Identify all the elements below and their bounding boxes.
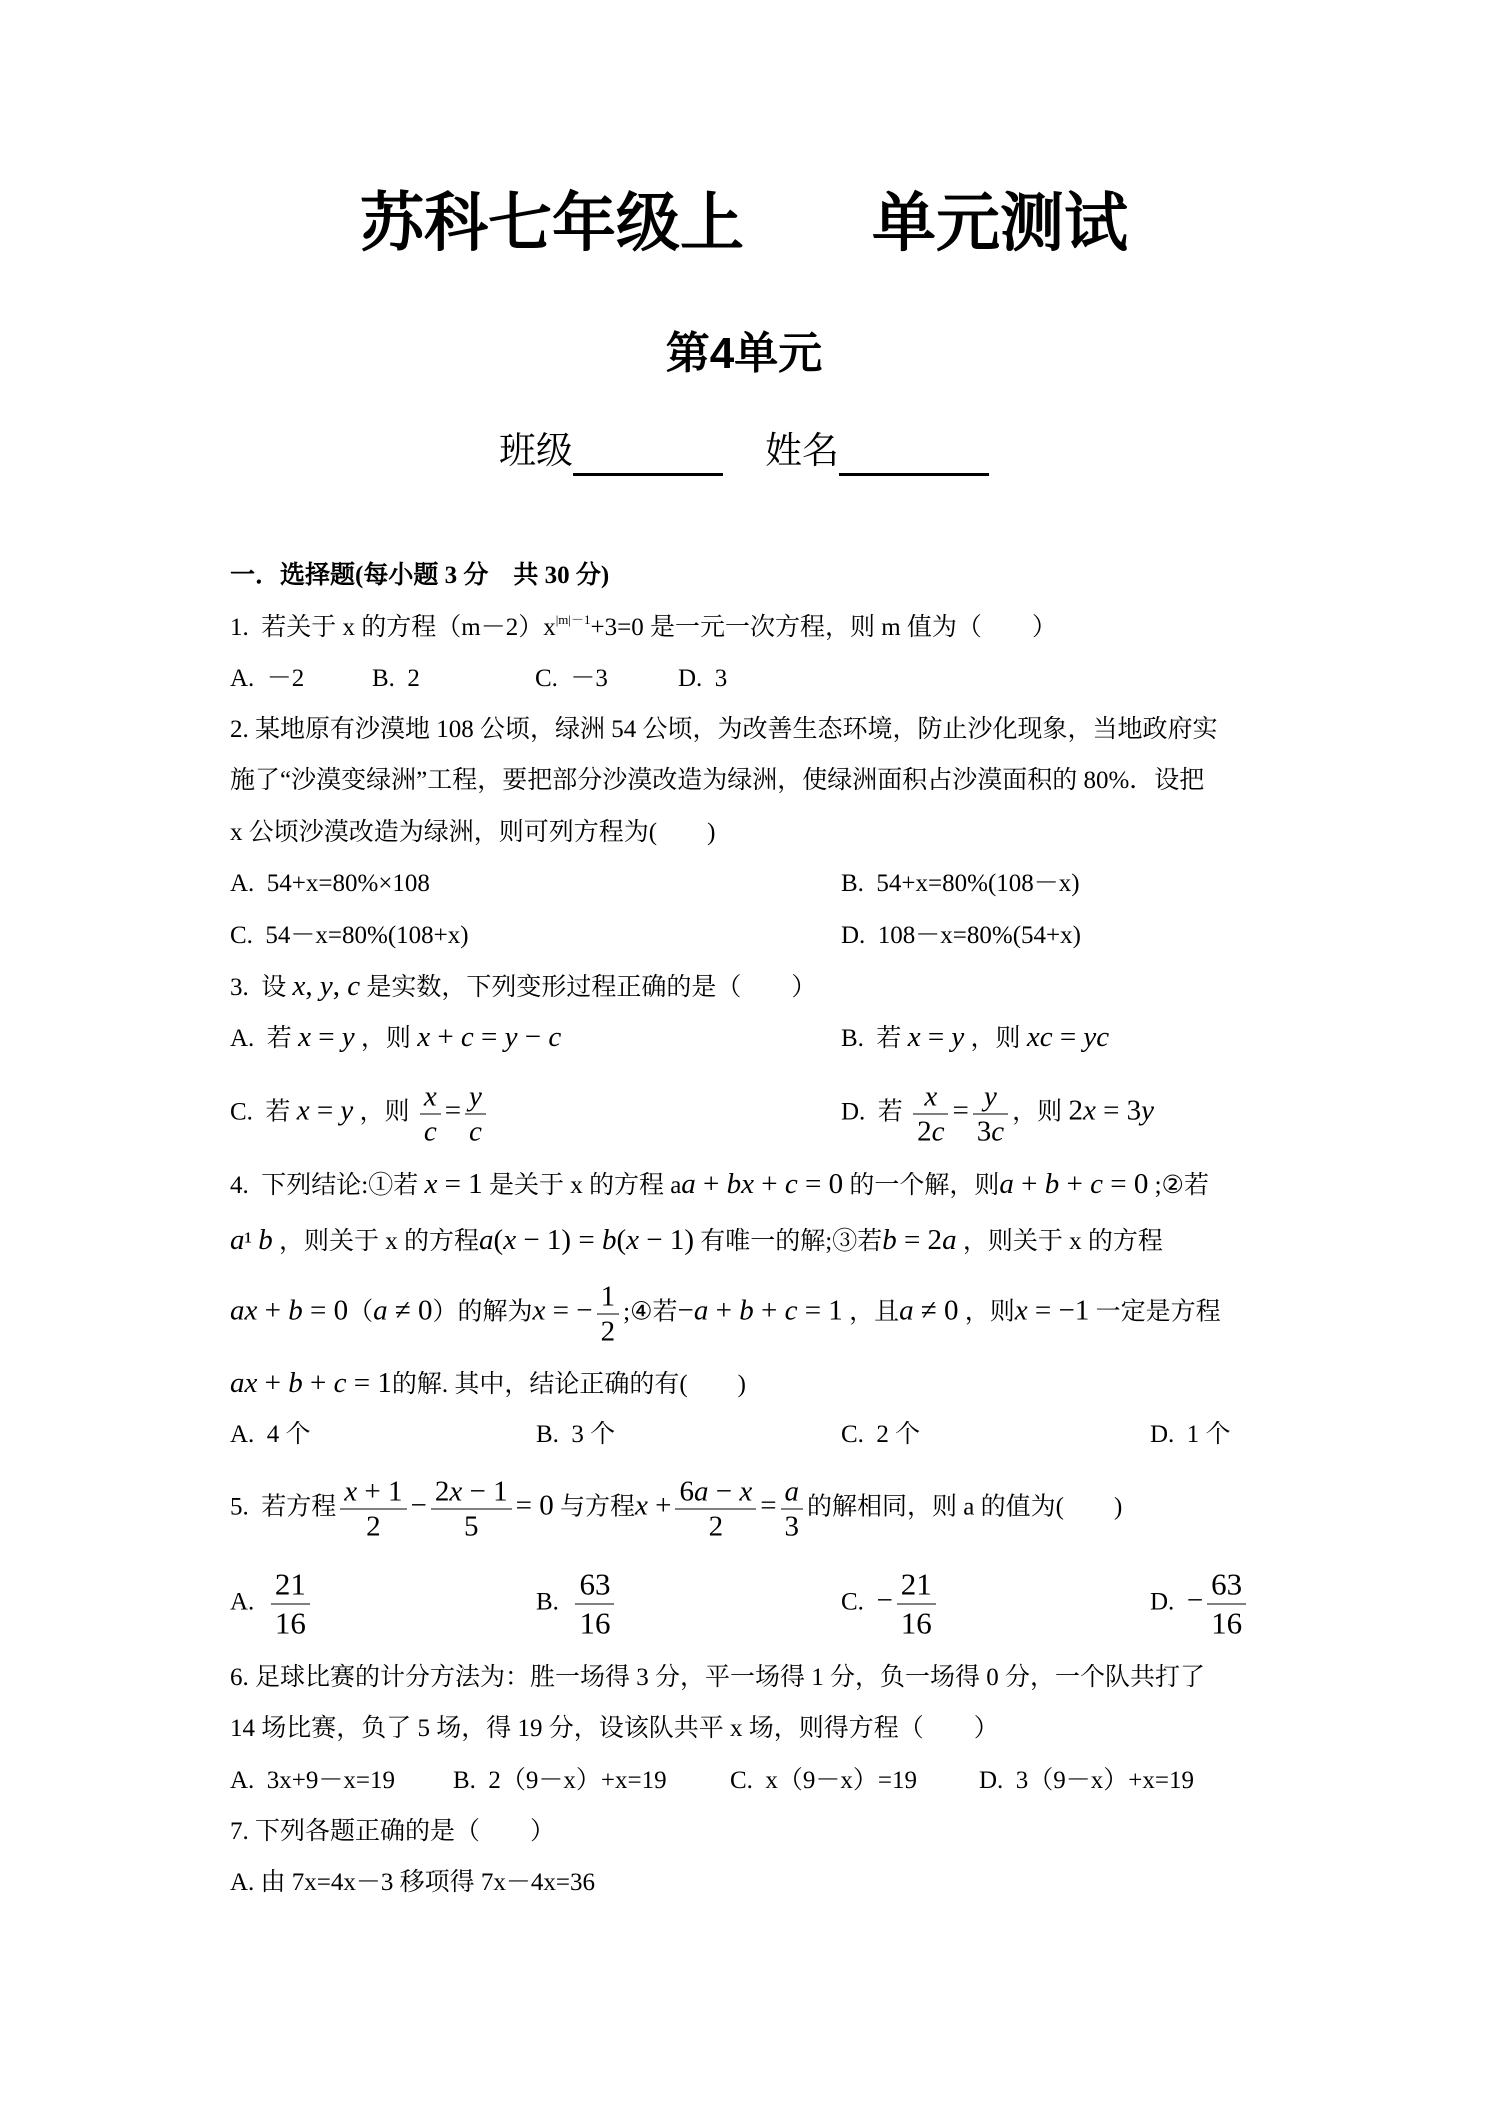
q2-option-b: B. 54+x=80%(108－x) — [841, 870, 1080, 897]
page-title: 苏科七年级上 单元测试 — [360, 187, 1128, 259]
minus-sign: − — [410, 1489, 427, 1522]
question-5-options — [230, 1566, 1250, 1643]
question-1-stem — [230, 611, 1057, 645]
q4-math: −a + b + c = 1 — [677, 1294, 843, 1327]
q4-text: 一定是方程 — [1095, 1298, 1221, 1326]
q5-text: 与方程 — [559, 1493, 635, 1521]
q4-text: ¹ — [244, 1228, 252, 1255]
question-4-options — [230, 1418, 1231, 1452]
q4-math: x = − — [532, 1294, 593, 1327]
q3-option-b-result: xc = yc — [1026, 1021, 1110, 1053]
q3-option-b-then: ，则 — [970, 1025, 1021, 1052]
q4-text: ，则关于 x 的方程 — [962, 1228, 1163, 1255]
fraction-numerator: 21 — [271, 1566, 310, 1605]
question-5-stem — [230, 1475, 1122, 1544]
name-label: 姓名 — [765, 431, 839, 472]
q6-option-a: A. 3x+9－x=19 — [230, 1767, 396, 1794]
q4-math: x = −1 — [1014, 1294, 1090, 1327]
fraction-denominator: 2 — [600, 1315, 616, 1348]
fraction-numerator: y — [465, 1080, 486, 1115]
fraction-numerator: x — [913, 1080, 948, 1115]
question-2-stem-line-3: x 公顷沙漠改造为绿洲，则可列方程为( ) — [230, 819, 716, 846]
q3-option-d-result: 2x = 3y — [1068, 1094, 1155, 1127]
fraction-denominator: 2 — [708, 1510, 724, 1543]
equals-sign: = — [444, 1094, 462, 1127]
q4-text: 的一个解，则 — [849, 1172, 1000, 1199]
q5-math: = 0 — [515, 1489, 554, 1522]
q5-fraction-1 — [340, 1475, 406, 1544]
question-4-stem-line-3 — [230, 1280, 1221, 1349]
question-6-stem-line-2: 14 场比赛，负了 5 场，得 19 分，设该队共平 x 场，则得方程（ ） — [230, 1715, 999, 1742]
q1-option-c: C. －3 — [535, 665, 608, 692]
q4-math: a + bx + c = 0 — [681, 1168, 844, 1200]
q2-option-c: C. 54－x=80%(108+x) — [230, 922, 469, 949]
q5-option-b — [536, 1566, 841, 1643]
q4-math: b — [258, 1224, 273, 1256]
q3-option-a-result: x + c = y − c — [417, 1021, 562, 1053]
fraction-denominator: 16 — [274, 1605, 306, 1641]
q4-text: ）的解为 — [432, 1298, 533, 1326]
fraction-numerator: 63 — [1207, 1566, 1246, 1605]
unit-title: 第4单元 — [665, 329, 823, 378]
question-6-options — [230, 1764, 1194, 1798]
q4-text: ，且 — [849, 1298, 900, 1326]
fraction-denominator: 5 — [463, 1510, 479, 1543]
q7-option-a: A. 由 7x=4x－3 移项得 7x－4x=36 — [230, 1869, 596, 1896]
fraction-denominator: 3 — [784, 1510, 800, 1543]
fraction-numerator: 6a − x — [675, 1475, 756, 1510]
q3-option-d-label: D. 若 — [841, 1098, 903, 1126]
question-4-stem-line-4 — [230, 1366, 746, 1402]
fraction-numerator: a — [781, 1475, 804, 1510]
q4-text: （ — [348, 1298, 374, 1326]
q5-math: x + — [634, 1489, 672, 1522]
q3-option-c-right-fraction — [465, 1080, 486, 1149]
q4-text: ;④若 — [623, 1298, 678, 1326]
q3-option-d-left-fraction — [913, 1080, 948, 1149]
q4-fraction — [597, 1280, 620, 1349]
q4-math: a — [230, 1224, 245, 1256]
q4-option-c: C. 2 个 — [841, 1421, 921, 1448]
question-6-stem-line-1: 6. 足球比赛的计分方法为：胜一场得 3 分，平一场得 1 分，负一场得 0 分，一个队共打了 — [230, 1664, 1206, 1691]
class-label: 班级 — [499, 431, 573, 472]
fraction-numerator: 63 — [575, 1566, 614, 1605]
question-1-options — [230, 662, 727, 696]
option-label: C. — [841, 1588, 877, 1616]
q3-option-b-label: B. 若 — [841, 1025, 902, 1052]
q3-option-b-condition: x = y — [907, 1021, 965, 1053]
question-4-stem-line-2 — [230, 1223, 1163, 1259]
fraction-numerator: x + 1 — [340, 1475, 406, 1510]
q3-option-a-condition: x = y — [298, 1021, 355, 1053]
q5-fraction-4 — [781, 1475, 804, 1544]
fraction-denominator: 3c — [976, 1115, 1005, 1148]
q5-fraction-3 — [675, 1475, 756, 1544]
q4-math: b = 2a — [882, 1224, 957, 1256]
q4-math: ax + b = 0 — [230, 1294, 349, 1327]
q4-option-d: D. 1 个 — [1150, 1421, 1231, 1448]
q3-option-a-label: A. 若 — [230, 1025, 292, 1052]
q5-option-a — [230, 1566, 536, 1643]
fraction-numerator: x — [420, 1080, 441, 1115]
q4-text: ;②若 — [1154, 1172, 1209, 1199]
option-label: D. — [1150, 1588, 1187, 1616]
option-fraction — [1207, 1566, 1246, 1643]
q3-option-c-then: ，则 — [359, 1098, 410, 1126]
section-heading: 一．选择题(每小题 3 分 共 30 分) — [230, 562, 610, 589]
q1-stem-text-end: +3=0 是一元一次方程，则 m 值为（ ） — [590, 614, 1057, 641]
q3-option-d-then: ，则 — [1012, 1098, 1063, 1126]
q3-option-b — [841, 1020, 1109, 1056]
q4-text: ，则 — [964, 1298, 1015, 1326]
q5-option-c — [841, 1566, 1150, 1643]
q4-math: a ≠ 0 — [373, 1294, 433, 1327]
q1-stem-text: 1. 若关于 x 的方程（m－2）x — [230, 614, 556, 641]
q3-stem-text: 3. 设 — [230, 974, 287, 1001]
q4-text: 的解. 其中，结论正确的有( ) — [391, 1371, 746, 1398]
q2-option-a: A. 54+x=80%×108 — [230, 870, 430, 897]
q5-text: 5. 若方程 — [230, 1493, 337, 1521]
question-3-options-ab — [230, 1020, 1109, 1056]
q5-fraction-2 — [431, 1475, 512, 1544]
q1-option-b: B. 2 — [372, 665, 420, 692]
option-fraction — [575, 1566, 614, 1643]
q2-option-d: D. 108－x=80%(54+x) — [841, 922, 1081, 949]
question-2-stem-line-1: 2. 某地原有沙漠地 108 公顷，绿洲 54 公顷，为改善生态环境，防止沙化现象，当地政府实 — [230, 716, 1218, 743]
q3-variables: x, y, c — [292, 970, 361, 1002]
q4-math: x = 1 — [424, 1168, 483, 1200]
q6-option-d: D. 3（9－x）+x=19 — [979, 1767, 1195, 1794]
fraction-denominator: 16 — [579, 1605, 611, 1641]
q3-option-c — [230, 1080, 841, 1149]
q3-option-a-then: ，则 — [360, 1025, 411, 1052]
q3-option-c-left-fraction — [420, 1080, 441, 1149]
fraction-denominator: c — [469, 1115, 482, 1148]
q4-math: a ≠ 0 — [899, 1294, 959, 1327]
q6-option-c: C. x（9－x）=19 — [730, 1767, 918, 1794]
fraction-denominator: 16 — [1211, 1605, 1243, 1641]
option-sign: − — [876, 1584, 893, 1617]
fraction-numerator: y — [973, 1080, 1008, 1115]
q5-text: 的解相同，则 a 的值为( ) — [807, 1493, 1123, 1521]
name-blank — [839, 435, 989, 476]
class-blank — [573, 435, 723, 476]
q4-text: 4. 下列结论:①若 — [230, 1172, 419, 1199]
q4-option-a: A. 4 个 — [230, 1421, 311, 1448]
q3-option-d — [841, 1080, 1154, 1149]
q3-stem-text-end: 是实数，下列变形过程正确的是（ ） — [366, 974, 817, 1001]
q3-option-c-condition: x = y — [296, 1094, 354, 1127]
fraction-denominator: 16 — [900, 1605, 932, 1641]
option-fraction — [897, 1566, 936, 1643]
question-2-stem-line-2: 施了“沙漠变绿洲”工程，要把部分沙漠改造为绿洲，使绿洲面积占沙漠面积的 80%．设把 — [230, 767, 1205, 794]
fraction-numerator: 21 — [897, 1566, 936, 1605]
q4-math: a(x − 1) = b(x − 1) — [479, 1224, 694, 1256]
option-fraction — [271, 1566, 310, 1643]
q3-option-a — [230, 1020, 841, 1056]
q1-option-a: A. －2 — [230, 665, 305, 692]
equals-sign: = — [760, 1489, 777, 1522]
q3-option-d-right-fraction — [973, 1080, 1008, 1149]
q4-text: 是关于 x 的方程 a — [488, 1172, 682, 1199]
fraction-numerator: 2x − 1 — [431, 1475, 512, 1510]
q6-option-b: B. 2（9－x）+x=19 — [453, 1767, 667, 1794]
question-2-options-ab — [230, 867, 1080, 901]
question-4-stem-line-1 — [230, 1167, 1209, 1203]
q1-option-d: D. 3 — [678, 665, 728, 692]
q1-exponent: |m|－1 — [555, 612, 591, 627]
q4-option-b: B. 3 个 — [536, 1421, 616, 1448]
q4-text: ，则关于 x 的方程 — [279, 1228, 480, 1255]
option-label: B. — [536, 1588, 572, 1616]
option-label: A. — [230, 1588, 267, 1616]
option-sign: − — [1186, 1584, 1204, 1617]
fraction-denominator: c — [423, 1115, 437, 1148]
q4-text: 有唯一的解;③若 — [700, 1228, 883, 1255]
fraction-numerator: 1 — [597, 1280, 620, 1315]
q4-math: a + b + c = 0 — [999, 1168, 1149, 1200]
question-7-stem: 7. 下列各题正确的是（ ） — [230, 1818, 556, 1845]
fraction-denominator: 2 — [366, 1510, 381, 1543]
fraction-denominator: 2c — [917, 1115, 945, 1148]
equals-sign: = — [952, 1094, 969, 1127]
q4-math: ax + b + c = 1 — [230, 1367, 392, 1399]
q3-option-c-label: C. 若 — [230, 1098, 291, 1126]
question-3-options-cd — [230, 1080, 1154, 1149]
q5-option-d — [1150, 1566, 1250, 1643]
student-info — [0, 428, 1488, 476]
question-2-options-cd — [230, 919, 1081, 953]
question-3-stem — [230, 969, 816, 1005]
